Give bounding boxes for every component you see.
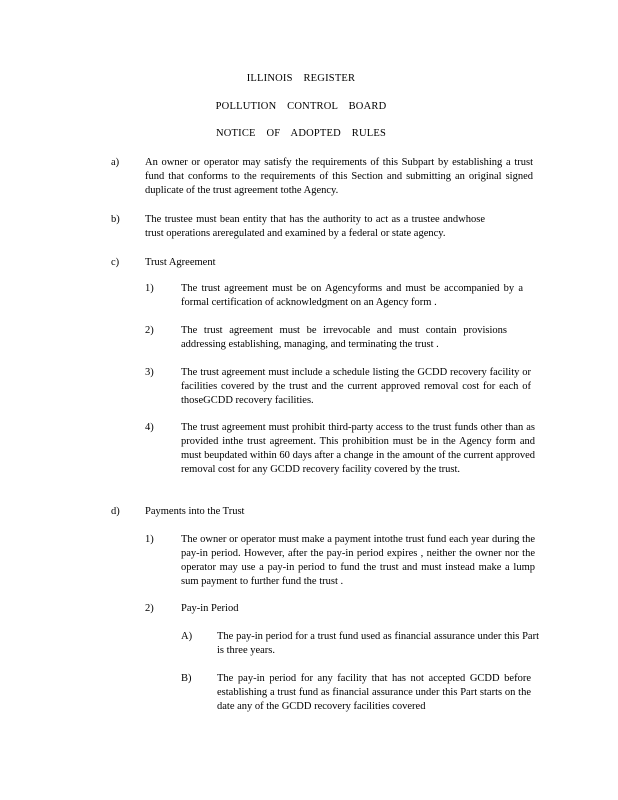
c-item-2-label: 2) <box>145 325 154 336</box>
header-register: ILLINOIS REGISTER <box>246 73 356 84</box>
section-c-heading: Trust Agreement <box>145 257 216 268</box>
c-item-2-text: The trust agreement must be irrevocable and must contain provisions addressing establishing, managing, and terminating the trust . <box>181 325 507 350</box>
header-board: POLLUTION CONTROL BOARD <box>215 101 387 112</box>
c-item-3-text: The trust agreement must include a schedule listing the GCDD recovery facility or facilities covered by the trust and the current approved removal cost for each of thoseGCDD recovery facilities. <box>181 367 531 406</box>
d-item-1-label: 1) <box>145 534 154 545</box>
d-sub-B-text: The pay-in period for any facility that has not accepted GCDD before establishing a trust fund as financial assurance under this Part starts on the date any of the GCDD recovery facilities covered <box>217 673 531 712</box>
d-sub-A-label: A) <box>181 631 193 642</box>
d-sub-A-text: The pay-in period for a trust fund used as financial assurance under this Part is three years. <box>217 631 539 656</box>
d-item-2-label: 2) <box>145 603 154 614</box>
c-item-3-label: 3) <box>145 367 154 378</box>
c-item-1-label: 1) <box>145 283 154 294</box>
section-b-label: b) <box>111 214 120 225</box>
c-item-1-text: The trust agreement must be on Agencyforms and must be accompanied by a formal certification of acknowledgment on an Agency form . <box>181 283 523 308</box>
section-b-text: The trustee must bean entity that has the authority to act as a trustee andwhose trust operations areregulated and examined by a federal or state agency. <box>145 214 485 239</box>
section-c-label: c) <box>111 257 120 268</box>
header-notice: NOTICE OF ADOPTED RULES <box>215 128 387 139</box>
section-a-text: An owner or operator may satisfy the requirements of this Subpart by establishing a trust fund that conforms to the requirements of this Section and submitting an original signed duplicate of the trust agreement tothe Agency. <box>145 157 533 196</box>
section-a-label: a) <box>111 157 120 168</box>
c-item-4-label: 4) <box>145 422 154 433</box>
section-d-heading: Payments into the Trust <box>145 506 245 517</box>
section-d-label: d) <box>111 506 120 517</box>
d-item-2-heading: Pay-in Period <box>181 603 239 614</box>
d-item-1-text: The owner or operator must make a payment intothe trust fund each year during the pay-in period. However, after the pay-in period expires , neither the owner nor the operator may use a pay-in period to fund the trust and must instead make a lump sum payment to further fund the trust . <box>181 534 535 587</box>
d-sub-B-label: B) <box>181 673 192 684</box>
c-item-4-text: The trust agreement must prohibit third-party access to the trust funds other than as provided inthe trust agreement. This prohibition must be in the Agency form and must beupdated within 60 days after a change in the amount of the current approved removal cost for any GCDD recovery facility covered by the trust. <box>181 422 535 475</box>
